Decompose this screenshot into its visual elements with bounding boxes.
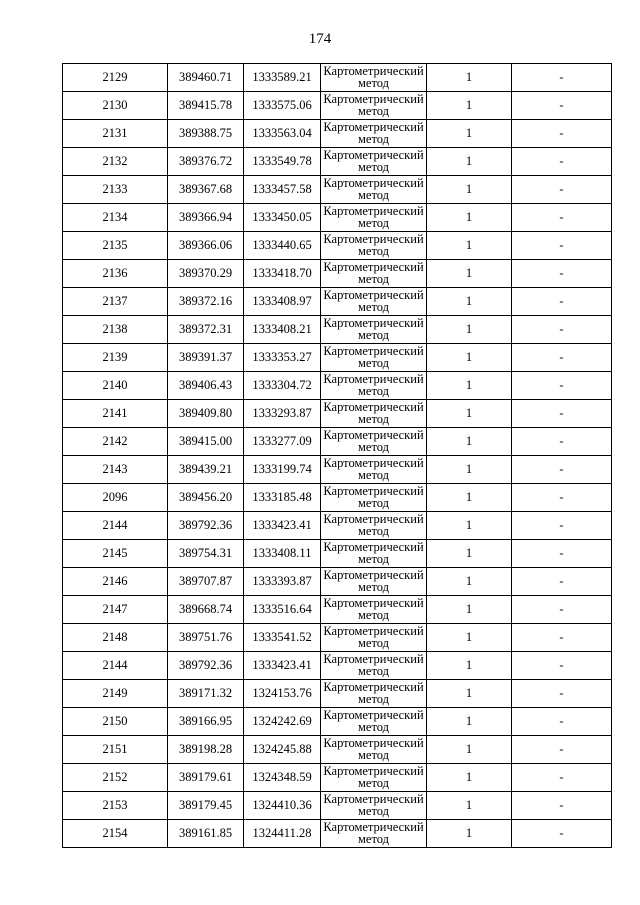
point-number-cell: 2152 bbox=[63, 764, 168, 792]
method-cell bbox=[321, 484, 427, 512]
y-coordinate-cell: 1333423.41 bbox=[244, 652, 321, 680]
x-coordinate-cell: 389372.31 bbox=[168, 316, 244, 344]
method-cell bbox=[321, 64, 427, 92]
point-number-cell: 2150 bbox=[63, 708, 168, 736]
accuracy-cell: 1 bbox=[427, 652, 512, 680]
point-number-cell: 2147 bbox=[63, 596, 168, 624]
method-text: Картометрический метод bbox=[323, 65, 424, 90]
table-row bbox=[63, 288, 612, 316]
point-number-cell: 2135 bbox=[63, 232, 168, 260]
method-text: Картометрический метод bbox=[323, 205, 424, 230]
note-cell: - bbox=[512, 344, 612, 372]
x-coordinate-cell: 389179.61 bbox=[168, 764, 244, 792]
y-coordinate-cell: 1333418.70 bbox=[244, 260, 321, 288]
accuracy-cell: 1 bbox=[427, 708, 512, 736]
table-row bbox=[63, 680, 612, 708]
x-coordinate-cell: 389754.31 bbox=[168, 540, 244, 568]
note-cell: - bbox=[512, 596, 612, 624]
point-number-cell: 2145 bbox=[63, 540, 168, 568]
accuracy-cell: 1 bbox=[427, 680, 512, 708]
table-row bbox=[63, 512, 612, 540]
point-number-cell: 2134 bbox=[63, 204, 168, 232]
note-cell: - bbox=[512, 736, 612, 764]
accuracy-cell: 1 bbox=[427, 512, 512, 540]
accuracy-cell: 1 bbox=[427, 92, 512, 120]
x-coordinate-cell: 389171.32 bbox=[168, 680, 244, 708]
method-cell bbox=[321, 736, 427, 764]
method-text: Картометрический метод bbox=[323, 597, 424, 622]
accuracy-cell: 1 bbox=[427, 456, 512, 484]
method-cell bbox=[321, 792, 427, 820]
table-row bbox=[63, 624, 612, 652]
note-cell: - bbox=[512, 708, 612, 736]
table-row bbox=[63, 64, 612, 92]
accuracy-cell: 1 bbox=[427, 148, 512, 176]
point-number-cell: 2137 bbox=[63, 288, 168, 316]
note-cell: - bbox=[512, 400, 612, 428]
method-text: Картометрический метод bbox=[323, 93, 424, 118]
method-text: Картометрический метод bbox=[323, 177, 424, 202]
note-cell: - bbox=[512, 64, 612, 92]
method-cell bbox=[321, 456, 427, 484]
y-coordinate-cell: 1333393.87 bbox=[244, 568, 321, 596]
x-coordinate-cell: 389367.68 bbox=[168, 176, 244, 204]
accuracy-cell: 1 bbox=[427, 820, 512, 848]
method-cell bbox=[321, 260, 427, 288]
method-text: Картометрический метод bbox=[323, 709, 424, 734]
table-row bbox=[63, 176, 612, 204]
method-cell bbox=[321, 568, 427, 596]
method-cell bbox=[321, 708, 427, 736]
point-number-cell: 2146 bbox=[63, 568, 168, 596]
note-cell: - bbox=[512, 680, 612, 708]
accuracy-cell: 1 bbox=[427, 624, 512, 652]
x-coordinate-cell: 389366.06 bbox=[168, 232, 244, 260]
x-coordinate-cell: 389792.36 bbox=[168, 652, 244, 680]
accuracy-cell: 1 bbox=[427, 176, 512, 204]
x-coordinate-cell: 389406.43 bbox=[168, 372, 244, 400]
note-cell: - bbox=[512, 624, 612, 652]
x-coordinate-cell: 389707.87 bbox=[168, 568, 244, 596]
page-number: 174 bbox=[308, 31, 332, 47]
method-cell bbox=[321, 344, 427, 372]
y-coordinate-cell: 1333185.48 bbox=[244, 484, 321, 512]
table-row bbox=[63, 148, 612, 176]
x-coordinate-cell: 389161.85 bbox=[168, 820, 244, 848]
method-text: Картометрический метод bbox=[323, 513, 424, 538]
accuracy-cell: 1 bbox=[427, 372, 512, 400]
method-cell bbox=[321, 148, 427, 176]
note-cell: - bbox=[512, 372, 612, 400]
x-coordinate-cell: 389792.36 bbox=[168, 512, 244, 540]
method-cell bbox=[321, 120, 427, 148]
method-text: Картометрический метод bbox=[323, 569, 424, 594]
point-number-cell: 2153 bbox=[63, 792, 168, 820]
y-coordinate-cell: 1333541.52 bbox=[244, 624, 321, 652]
method-text: Картометрический метод bbox=[323, 373, 424, 398]
accuracy-cell: 1 bbox=[427, 736, 512, 764]
y-coordinate-cell: 1333408.11 bbox=[244, 540, 321, 568]
point-number-cell: 2143 bbox=[63, 456, 168, 484]
note-cell: - bbox=[512, 120, 612, 148]
method-cell bbox=[321, 512, 427, 540]
accuracy-cell: 1 bbox=[427, 316, 512, 344]
point-number-cell: 2148 bbox=[63, 624, 168, 652]
point-number-cell: 2129 bbox=[63, 64, 168, 92]
point-number-cell: 2133 bbox=[63, 176, 168, 204]
note-cell: - bbox=[512, 288, 612, 316]
accuracy-cell: 1 bbox=[427, 484, 512, 512]
table-row bbox=[63, 232, 612, 260]
method-cell bbox=[321, 92, 427, 120]
accuracy-cell: 1 bbox=[427, 288, 512, 316]
accuracy-cell: 1 bbox=[427, 428, 512, 456]
y-coordinate-cell: 1333408.97 bbox=[244, 288, 321, 316]
table-row bbox=[63, 260, 612, 288]
note-cell: - bbox=[512, 540, 612, 568]
point-number-cell: 2131 bbox=[63, 120, 168, 148]
table-row bbox=[63, 372, 612, 400]
table-row bbox=[63, 428, 612, 456]
y-coordinate-cell: 1333304.72 bbox=[244, 372, 321, 400]
method-text: Картометрический метод bbox=[323, 345, 424, 370]
note-cell: - bbox=[512, 456, 612, 484]
y-coordinate-cell: 1333549.78 bbox=[244, 148, 321, 176]
method-cell bbox=[321, 820, 427, 848]
note-cell: - bbox=[512, 820, 612, 848]
method-text: Картометрический метод bbox=[323, 317, 424, 342]
method-cell bbox=[321, 652, 427, 680]
note-cell: - bbox=[512, 764, 612, 792]
accuracy-cell: 1 bbox=[427, 64, 512, 92]
accuracy-cell: 1 bbox=[427, 764, 512, 792]
x-coordinate-cell: 389391.37 bbox=[168, 344, 244, 372]
method-text: Картометрический метод bbox=[323, 457, 424, 482]
method-text: Картометрический метод bbox=[323, 429, 424, 454]
method-text: Картометрический метод bbox=[323, 289, 424, 314]
method-text: Картометрический метод bbox=[323, 793, 424, 818]
note-cell: - bbox=[512, 652, 612, 680]
table-row bbox=[63, 316, 612, 344]
table-row bbox=[63, 120, 612, 148]
note-cell: - bbox=[512, 484, 612, 512]
table-row bbox=[63, 596, 612, 624]
note-cell: - bbox=[512, 92, 612, 120]
coordinates-table bbox=[62, 63, 612, 848]
method-cell bbox=[321, 428, 427, 456]
accuracy-cell: 1 bbox=[427, 792, 512, 820]
table-row bbox=[63, 568, 612, 596]
y-coordinate-cell: 1333589.21 bbox=[244, 64, 321, 92]
accuracy-cell: 1 bbox=[427, 204, 512, 232]
y-coordinate-cell: 1333563.04 bbox=[244, 120, 321, 148]
y-coordinate-cell: 1324242.69 bbox=[244, 708, 321, 736]
table-row bbox=[63, 92, 612, 120]
y-coordinate-cell: 1333457.58 bbox=[244, 176, 321, 204]
x-coordinate-cell: 389370.29 bbox=[168, 260, 244, 288]
y-coordinate-cell: 1333353.27 bbox=[244, 344, 321, 372]
y-coordinate-cell: 1324245.88 bbox=[244, 736, 321, 764]
note-cell: - bbox=[512, 568, 612, 596]
note-cell: - bbox=[512, 792, 612, 820]
method-text: Картометрический метод bbox=[323, 737, 424, 762]
x-coordinate-cell: 389166.95 bbox=[168, 708, 244, 736]
point-number-cell: 2139 bbox=[63, 344, 168, 372]
y-coordinate-cell: 1333199.74 bbox=[244, 456, 321, 484]
method-text: Картометрический метод bbox=[323, 541, 424, 566]
method-cell bbox=[321, 372, 427, 400]
y-coordinate-cell: 1333575.06 bbox=[244, 92, 321, 120]
note-cell: - bbox=[512, 428, 612, 456]
note-cell: - bbox=[512, 148, 612, 176]
method-cell bbox=[321, 176, 427, 204]
table-row bbox=[63, 204, 612, 232]
x-coordinate-cell: 389415.00 bbox=[168, 428, 244, 456]
method-cell bbox=[321, 400, 427, 428]
point-number-cell: 2136 bbox=[63, 260, 168, 288]
note-cell: - bbox=[512, 232, 612, 260]
x-coordinate-cell: 389751.76 bbox=[168, 624, 244, 652]
point-number-cell: 2142 bbox=[63, 428, 168, 456]
method-cell bbox=[321, 232, 427, 260]
y-coordinate-cell: 1333408.21 bbox=[244, 316, 321, 344]
method-text: Картометрический метод bbox=[323, 765, 424, 790]
table-row bbox=[63, 456, 612, 484]
method-cell bbox=[321, 596, 427, 624]
point-number-cell: 2144 bbox=[63, 652, 168, 680]
method-text: Картометрический метод bbox=[323, 261, 424, 286]
method-cell bbox=[321, 624, 427, 652]
x-coordinate-cell: 389460.71 bbox=[168, 64, 244, 92]
note-cell: - bbox=[512, 512, 612, 540]
accuracy-cell: 1 bbox=[427, 344, 512, 372]
point-number-cell: 2141 bbox=[63, 400, 168, 428]
table-row bbox=[63, 344, 612, 372]
y-coordinate-cell: 1333423.41 bbox=[244, 512, 321, 540]
point-number-cell: 2151 bbox=[63, 736, 168, 764]
method-text: Картометрический метод bbox=[323, 485, 424, 510]
table-row bbox=[63, 820, 612, 848]
point-number-cell: 2154 bbox=[63, 820, 168, 848]
accuracy-cell: 1 bbox=[427, 232, 512, 260]
x-coordinate-cell: 389668.74 bbox=[168, 596, 244, 624]
accuracy-cell: 1 bbox=[427, 260, 512, 288]
method-text: Картометрический метод bbox=[323, 681, 424, 706]
method-text: Картометрический метод bbox=[323, 821, 424, 846]
x-coordinate-cell: 389388.75 bbox=[168, 120, 244, 148]
table-row bbox=[63, 792, 612, 820]
point-number-cell: 2144 bbox=[63, 512, 168, 540]
method-text: Картометрический метод bbox=[323, 149, 424, 174]
point-number-cell: 2132 bbox=[63, 148, 168, 176]
method-cell bbox=[321, 288, 427, 316]
accuracy-cell: 1 bbox=[427, 596, 512, 624]
method-cell bbox=[321, 204, 427, 232]
point-number-cell: 2149 bbox=[63, 680, 168, 708]
method-cell bbox=[321, 764, 427, 792]
table-row bbox=[63, 736, 612, 764]
point-number-cell: 2096 bbox=[63, 484, 168, 512]
table-row bbox=[63, 400, 612, 428]
y-coordinate-cell: 1333293.87 bbox=[244, 400, 321, 428]
accuracy-cell: 1 bbox=[427, 120, 512, 148]
x-coordinate-cell: 389198.28 bbox=[168, 736, 244, 764]
method-text: Картометрический метод bbox=[323, 401, 424, 426]
accuracy-cell: 1 bbox=[427, 400, 512, 428]
coordinates-table-body bbox=[63, 64, 612, 848]
table-row bbox=[63, 484, 612, 512]
note-cell: - bbox=[512, 316, 612, 344]
y-coordinate-cell: 1324153.76 bbox=[244, 680, 321, 708]
y-coordinate-cell: 1333516.64 bbox=[244, 596, 321, 624]
method-text: Картометрический метод bbox=[323, 625, 424, 650]
x-coordinate-cell: 389376.72 bbox=[168, 148, 244, 176]
y-coordinate-cell: 1324348.59 bbox=[244, 764, 321, 792]
x-coordinate-cell: 389415.78 bbox=[168, 92, 244, 120]
method-text: Картометрический метод bbox=[323, 233, 424, 258]
accuracy-cell: 1 bbox=[427, 568, 512, 596]
table-row bbox=[63, 540, 612, 568]
table-row bbox=[63, 652, 612, 680]
note-cell: - bbox=[512, 204, 612, 232]
x-coordinate-cell: 389372.16 bbox=[168, 288, 244, 316]
method-cell bbox=[321, 540, 427, 568]
point-number-cell: 2140 bbox=[63, 372, 168, 400]
x-coordinate-cell: 389179.45 bbox=[168, 792, 244, 820]
x-coordinate-cell: 389409.80 bbox=[168, 400, 244, 428]
y-coordinate-cell: 1333450.05 bbox=[244, 204, 321, 232]
y-coordinate-cell: 1333440.65 bbox=[244, 232, 321, 260]
point-number-cell: 2130 bbox=[63, 92, 168, 120]
accuracy-cell: 1 bbox=[427, 540, 512, 568]
method-cell bbox=[321, 680, 427, 708]
point-number-cell: 2138 bbox=[63, 316, 168, 344]
method-text: Картометрический метод bbox=[323, 121, 424, 146]
y-coordinate-cell: 1324411.28 bbox=[244, 820, 321, 848]
note-cell: - bbox=[512, 260, 612, 288]
y-coordinate-cell: 1333277.09 bbox=[244, 428, 321, 456]
x-coordinate-cell: 389456.20 bbox=[168, 484, 244, 512]
note-cell: - bbox=[512, 176, 612, 204]
table-row bbox=[63, 708, 612, 736]
method-cell bbox=[321, 316, 427, 344]
table-row bbox=[63, 764, 612, 792]
x-coordinate-cell: 389366.94 bbox=[168, 204, 244, 232]
method-text: Картометрический метод bbox=[323, 653, 424, 678]
x-coordinate-cell: 389439.21 bbox=[168, 456, 244, 484]
y-coordinate-cell: 1324410.36 bbox=[244, 792, 321, 820]
